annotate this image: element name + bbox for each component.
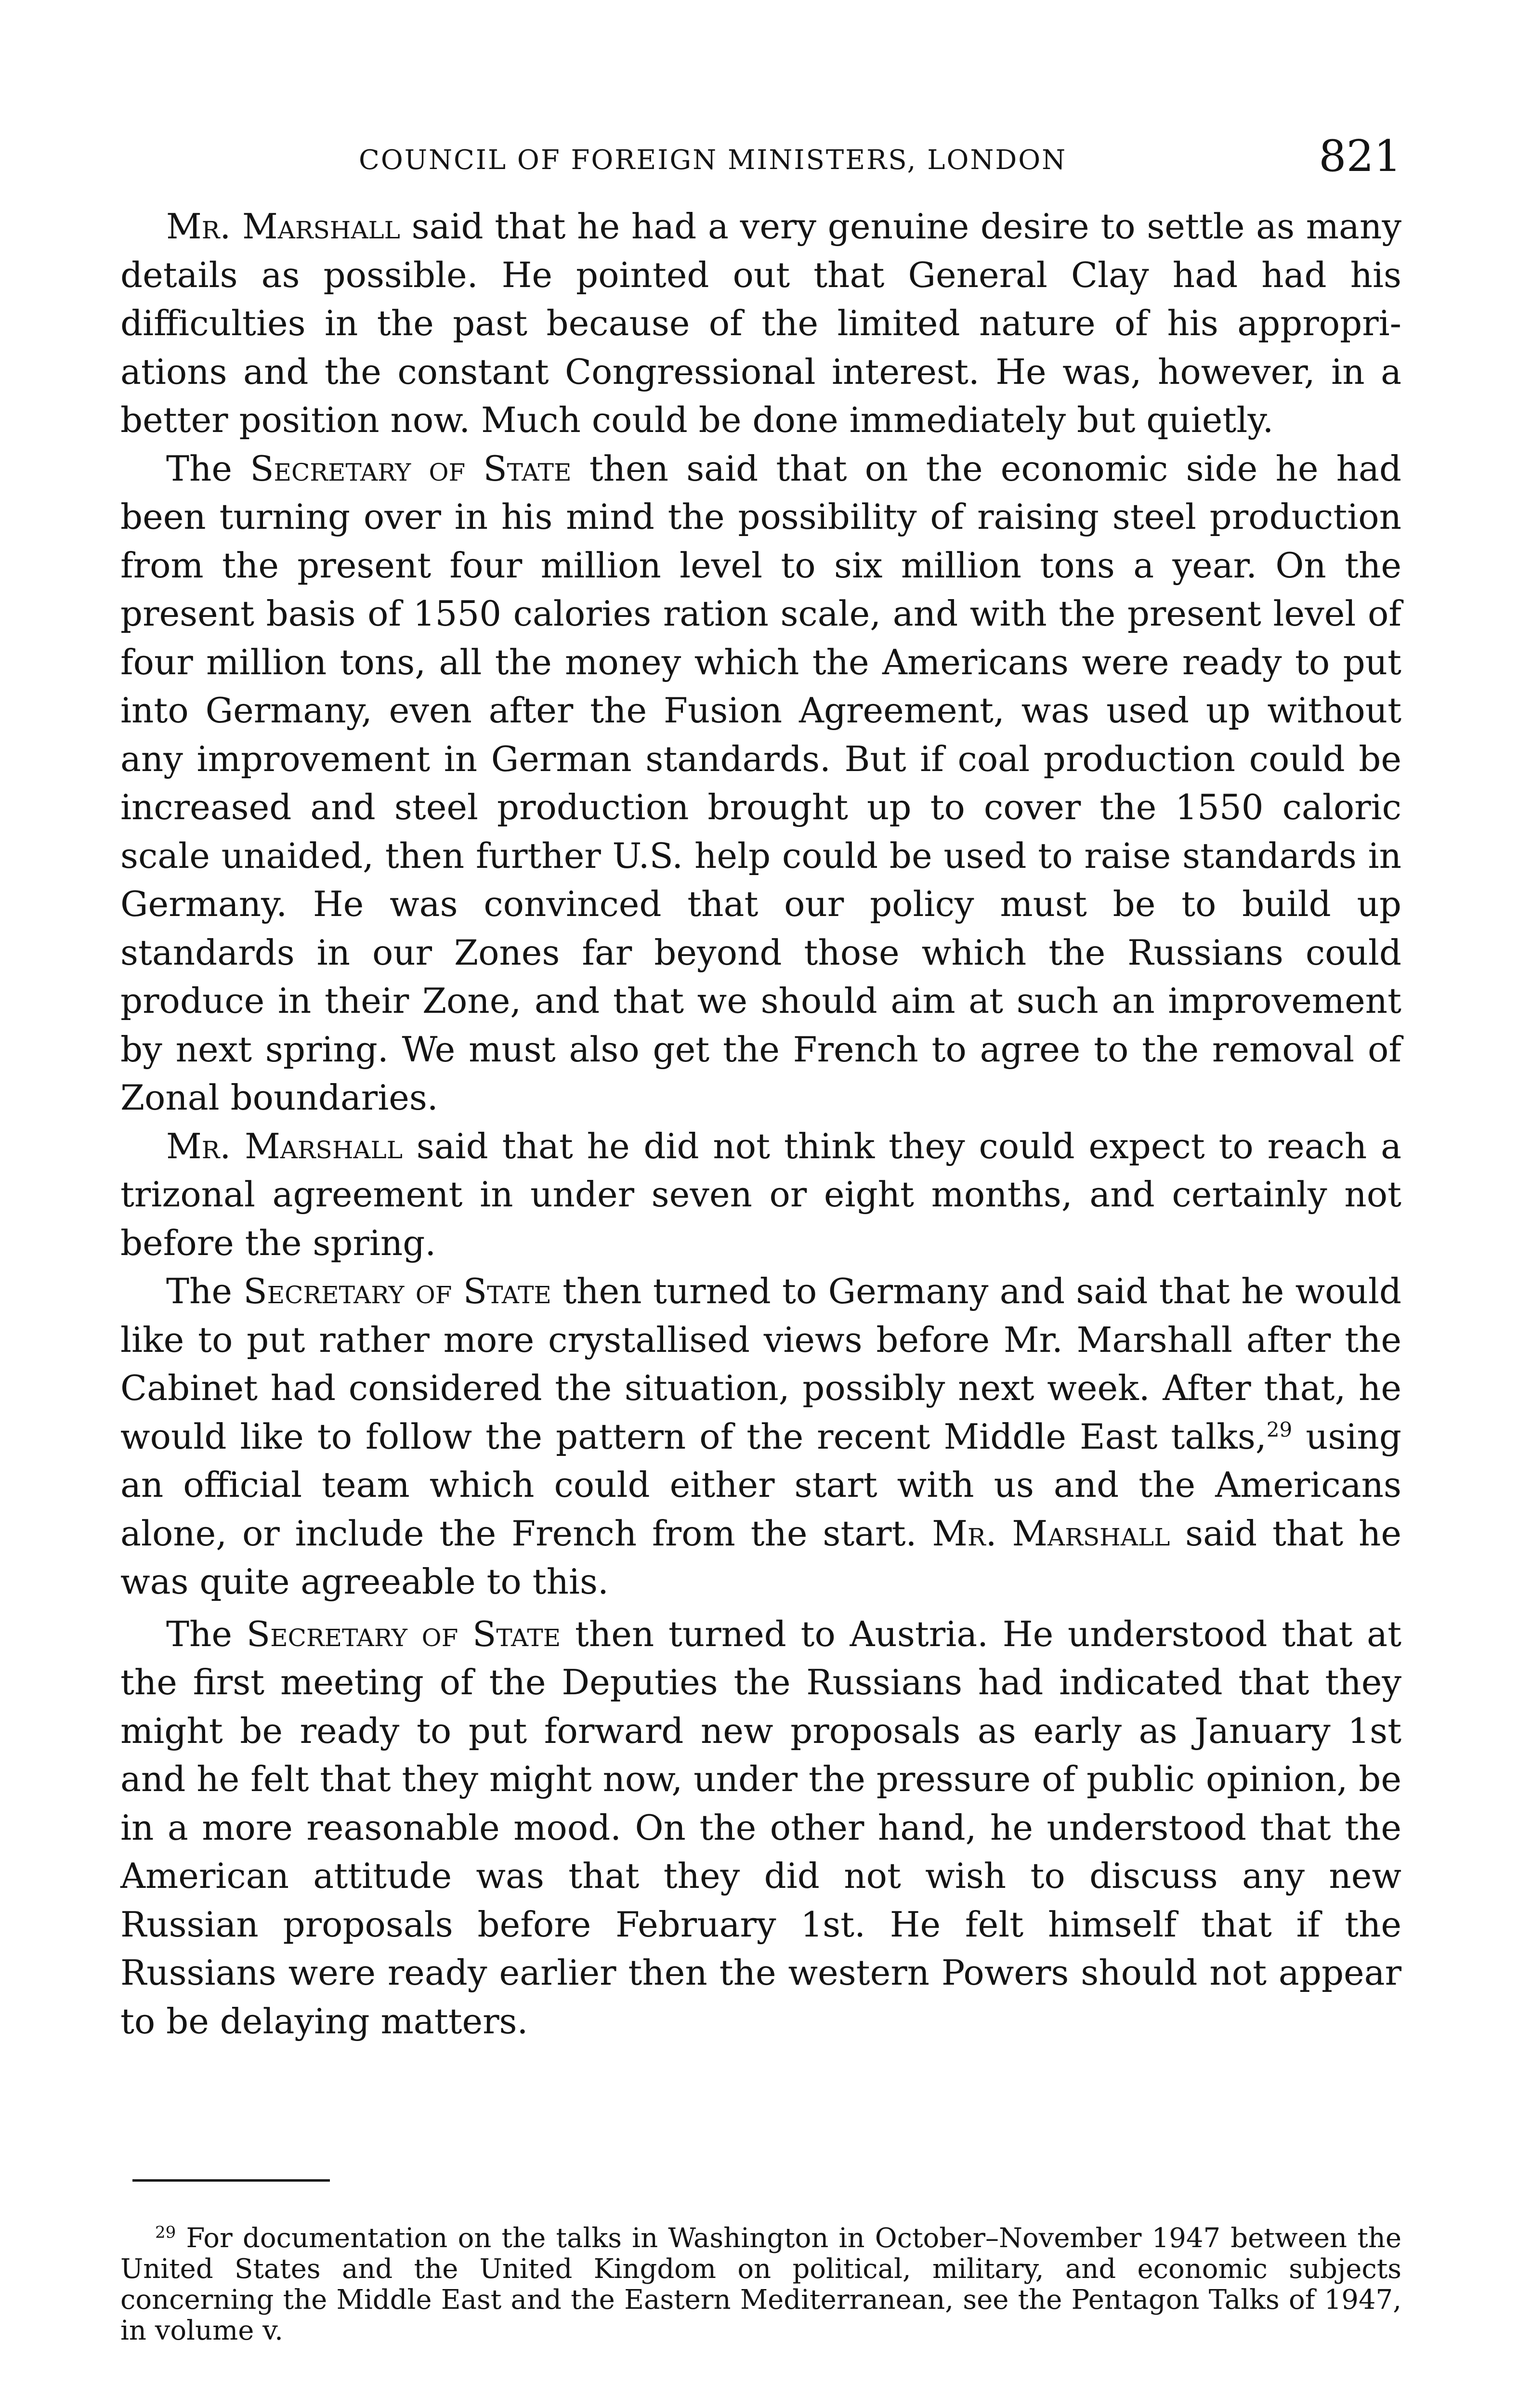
paragraph-text: then turned to Germany and said that he would like to put rather more crystallised views before Mr. Marshall after the Cabinet had considered the situation, possibly next week. After that, he would like to follow the pattern of the recent Middle East talks, [120,1271,1402,1457]
running-head [120,130,1401,183]
paragraph-prefix: The [166,448,250,489]
running-title: COUNCIL OF FOREIGN MINISTERS, LONDON [359,144,1067,176]
footnote-reference[interactable]: 29 [1266,1417,1293,1441]
document-page [120,0,1401,2408]
paragraph-text: then turned to Austria. He understood that at the first meeting of the Deputies the Russians had indicated that they might be ready to put forward new proposals as early as January 1st and he felt that they might now, under the pressure of public opinion, be in a more reasonable mood. On the other hand, he understood that the American attitude was that they did not wish to discuss any new Russian proposals before February 1st. He felt himself that if the Russians were ready earlier then the western Powers should not appear to be delaying matters. [120,1613,1402,2042]
footnote-text: For documentation on the talks in Washington in October–November 1947 between the United States and the United Kingdom on political, military, and economic subjects concerning the Middle East and the Eastern Mediterranean, see the Pentagon Talks of 1947, in volume v. [120,2223,1401,2346]
speaker-name: Mr. Marshall [932,1513,1170,1554]
paragraph-1 [120,202,1401,445]
paragraph-prefix: The [166,1271,244,1311]
paragraph-text: said that he was quite agreeable to this. [120,1513,1402,1602]
paragraph-text: then said that on the economic side he had been turning over in his mind the possibility of raising steel production from the present four million level to six million tons a year. On the present basis of 1550 calories ration scale, and with the present level of four million tons, all the money which the Americans were ready to put into Germany, even after the Fusion Agreement, was used up without any improvement in German standards. But if coal production could be increased and steel production brought up to cover the 1550 caloric scale unaided, then further U.S. help could be used to raise standards in Germany. He was convinced that our policy must be to build up standards in our Zones far beyond those which the Russians could produce in their Zone, and that we should aim at such an improvement by next spring. We must also get the French to agree to the removal of Zonal boundaries. [120,448,1402,1118]
paragraph-text: said that he did not think they could expect to reach a trizonal agreement in under seven or eight months, and certainly not before the spring. [120,1125,1401,1263]
paragraph-5 [120,1610,1401,2046]
speaker-name: Secretary of State [243,1271,551,1311]
speaker-name: Mr. Marshall [166,1125,403,1166]
paragraph-prefix: The [166,1613,247,1654]
footnote-mark: 29 [155,2223,176,2242]
paragraph-text: using an official team which could either start with us and the Americans alone, or include the French from the start. [120,1416,1401,1554]
speaker-name: Mr. Marshall [166,206,400,247]
paragraph-2 [120,445,1401,1122]
speaker-name: Secretary of State [250,448,572,489]
body-text [120,202,1401,2045]
page-number: 821 [1319,131,1401,182]
footnote-divider [132,2179,330,2182]
footnote [120,2223,1401,2346]
paragraph-4 [120,1267,1401,1606]
paragraph-text: said that he had a very genuine desire to settle as many details as possible. He pointed out that General Clay had had his difficulties in the past because of the limited nature of his appropriations and the constant Congressional interest. He was, however, in a better position now. Much could be done immediately but quietly. [120,206,1401,440]
paragraph-3 [120,1122,1401,1268]
speaker-name: Secretary of State [246,1613,561,1654]
